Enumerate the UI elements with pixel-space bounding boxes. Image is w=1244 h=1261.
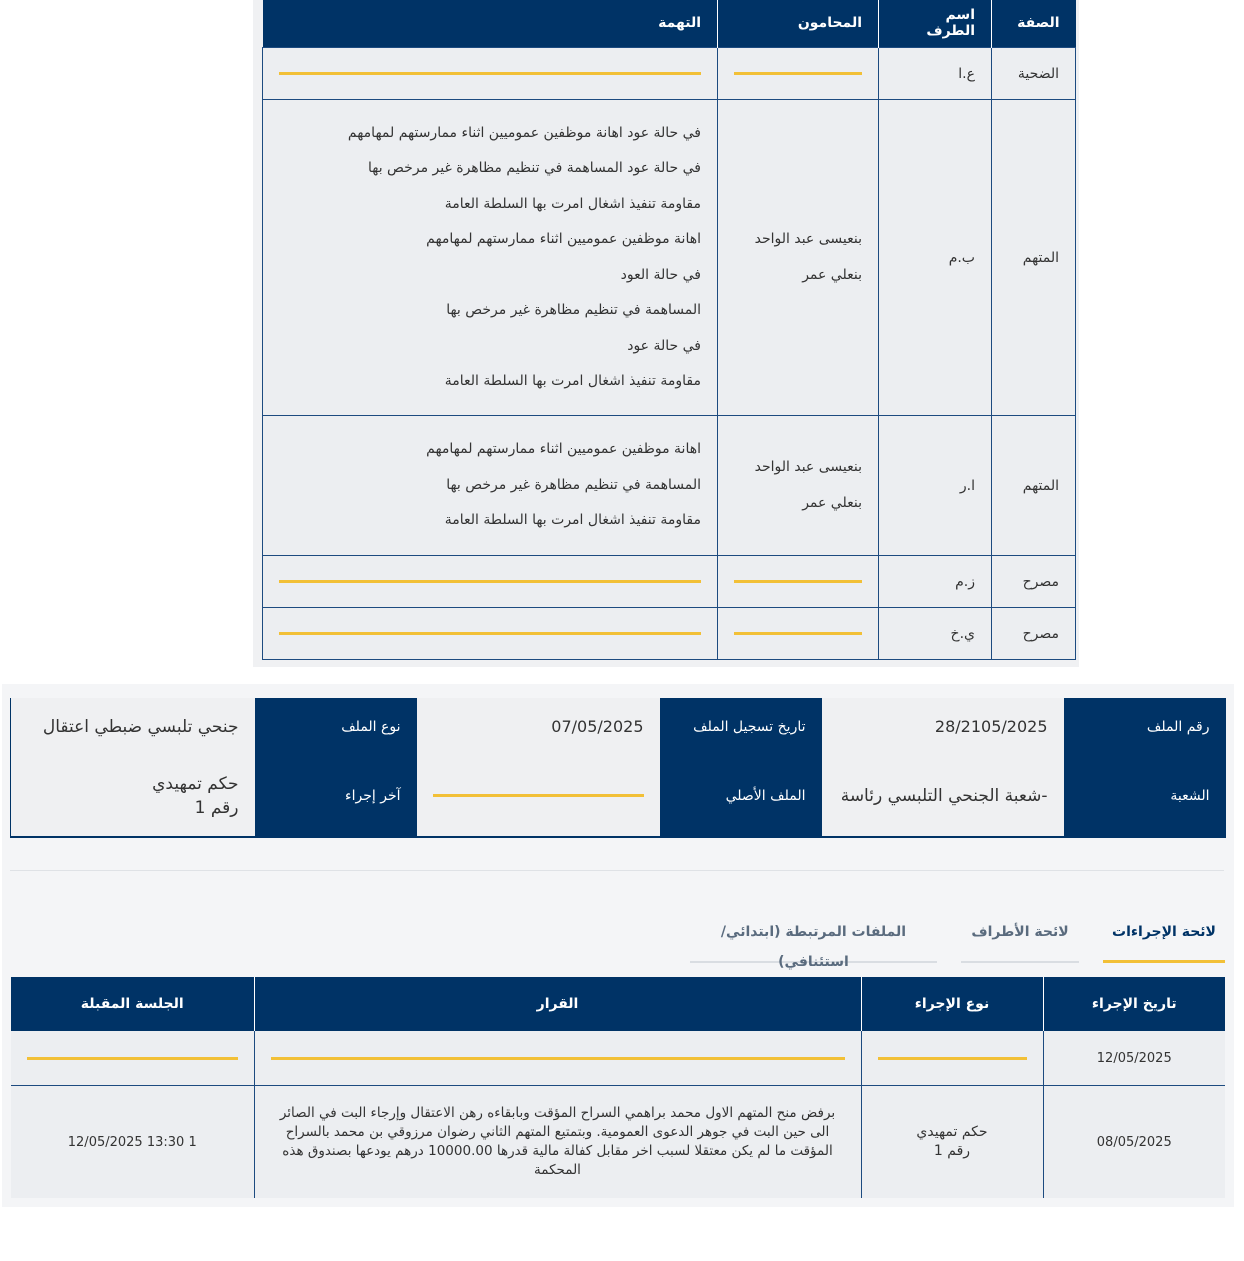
charge-item: في حالة عود المساهمة في تنظيم مظاهرة غير مرخص بها [367, 160, 701, 176]
party-name: ا.ر [879, 416, 992, 556]
lawyer-name: بنعيسى عبد الواحد [754, 459, 862, 475]
tab-procedures-list[interactable]: لائحة الإجراءات [1103, 917, 1225, 963]
original-file-label: الملف الأصلي [660, 755, 822, 837]
action-date: 12/05/2025 [1043, 1031, 1225, 1086]
empty-value-line [734, 632, 862, 635]
empty-value-line [734, 72, 862, 75]
party-role: مصرح [992, 556, 1076, 608]
charge-item: في حالة عود [627, 337, 701, 354]
charge-item: مقاومة تنفيذ اشغال امرت بها السلطة العامة [444, 195, 701, 212]
header-action-date: تاريخ الإجراء [1043, 977, 1225, 1031]
empty-lawyers [718, 608, 879, 660]
action-type-empty [861, 1031, 1043, 1086]
section-divider [10, 870, 1224, 871]
party-name: ي.خ [879, 608, 992, 660]
charges-list [263, 416, 718, 556]
header-action-type: نوع الإجراء [861, 977, 1043, 1031]
registration-date-value: 07/05/2025 [417, 698, 660, 755]
empty-charge [263, 48, 718, 100]
table-row [11, 755, 1226, 837]
table-row [263, 48, 1076, 100]
last-action-value [11, 755, 255, 837]
charge-item: في حالة العود [620, 266, 701, 283]
empty-value-line [878, 1057, 1027, 1060]
party-role: مصرح [992, 608, 1076, 660]
action-type [861, 1086, 1043, 1199]
header-role: الصفة [992, 0, 1076, 48]
party-role: المتهم [992, 416, 1076, 556]
empty-value-line [279, 632, 701, 635]
table-row [11, 1031, 1225, 1086]
file-number-value: 28/2105/2025 [822, 698, 1064, 755]
parties-table-panel [253, 0, 1079, 667]
decision-empty [254, 1031, 861, 1086]
charge-item: اهانة موظفين عموميين اثناء ممارستهم لمهامهم [426, 441, 701, 458]
table-row [11, 698, 1226, 755]
charge-item: مقاومة تنفيذ اشغال امرت بها السلطة العامة [444, 373, 701, 389]
tab-linked-files[interactable]: الملفات المرتبطة (ابتدائي/استئنافي) [690, 917, 937, 963]
empty-value-line [433, 794, 644, 797]
charges-list [263, 100, 718, 416]
tab-parties-list[interactable]: لائحة الأطراف [961, 917, 1079, 963]
empty-value-line [271, 1057, 845, 1060]
procedures-table [11, 977, 1225, 1198]
charge-item: مقاومة تنفيذ اشغال امرت بها السلطة العامة [444, 512, 701, 529]
empty-value-line [734, 580, 862, 583]
division-value: -شعبة الجنحي التلبسي رئاسة [822, 755, 1064, 837]
file-number-label: رقم الملف [1064, 698, 1226, 755]
division-label: الشعبة [1064, 755, 1226, 837]
last-action-line: حكم تمهيدي [152, 773, 239, 794]
empty-charge [263, 608, 718, 660]
lawyers-list [718, 100, 879, 416]
original-file-empty [417, 755, 660, 837]
header-lawyers: المحامون [718, 0, 879, 48]
next-session: 1 13:30 12/05/2025 [11, 1086, 254, 1199]
party-role: الضحية [992, 48, 1076, 100]
party-role: المتهم [992, 100, 1076, 416]
action-type-line: حكم تمهيدي [916, 1124, 988, 1140]
parties-table [262, 0, 1076, 660]
lawyer-name: بنعيسى عبد الواحد [754, 231, 862, 247]
party-name: ب.م [879, 100, 992, 416]
header-decision: القرار [254, 977, 861, 1031]
empty-value-line [279, 72, 701, 75]
decision-text: برفض منح المتهم الاول محمد براهمي السراح المؤقت وبابقاءه رهن الاعتقال وإرجاء البت في الصائر الى حين البت في جوهر الدعوى العمومية. وبتمتيع المتهم الثاني رضوان مرزوقي بن محمد بالسراح المؤقت ما لم يكن معتقلا لسبب اخر مقابل كفالة مالية قدرها 10000.00 درهم يودعها بصندوق هذه المحكمة [254, 1086, 861, 1199]
registration-date-label: تاريخ تسجيل الملف [660, 698, 822, 755]
table-row [263, 608, 1076, 660]
empty-value-line [27, 1057, 238, 1060]
empty-value-line [279, 580, 701, 583]
party-name: ع.ا [879, 48, 992, 100]
header-charge: التهمة [263, 0, 718, 48]
lawyers-list [718, 416, 879, 556]
empty-lawyers [718, 556, 879, 608]
action-type-line: رقم 1 [933, 1143, 971, 1159]
charge-item: اهانة موظفين عموميين اثناء ممارستهم لمهامهم [426, 231, 701, 247]
empty-lawyers [718, 48, 879, 100]
charge-item: المساهمة في تنظيم مظاهرة غير مرخص بها [446, 302, 701, 318]
file-type-label: نوع الملف [255, 698, 417, 755]
charge-item: المساهمة في تنظيم مظاهرة غير مرخص بها [446, 476, 701, 493]
party-name: ز.م [879, 556, 992, 608]
table-row [263, 556, 1076, 608]
file-info-table [10, 698, 1226, 838]
last-action-label: آخر إجراء [255, 755, 417, 837]
last-action-line: رقم 1 [194, 797, 239, 818]
table-row [263, 416, 1076, 556]
lawyer-name: بنعلي عمر [802, 266, 862, 283]
next-session-empty [11, 1031, 254, 1086]
table-row [263, 100, 1076, 416]
header-party-name: اسم الطرف [879, 0, 992, 48]
empty-charge [263, 556, 718, 608]
charge-item: في حالة عود اهانة موظفين عموميين اثناء ممارستهم لمهامهم [347, 124, 701, 141]
lawyer-name: بنعلي عمر [802, 494, 862, 511]
header-next-session: الجلسة المقبلة [11, 977, 254, 1031]
action-date: 08/05/2025 [1043, 1086, 1225, 1199]
table-row [11, 1086, 1225, 1199]
file-type-value: جنحي تلبسي ضبطي اعتقال [11, 698, 255, 755]
